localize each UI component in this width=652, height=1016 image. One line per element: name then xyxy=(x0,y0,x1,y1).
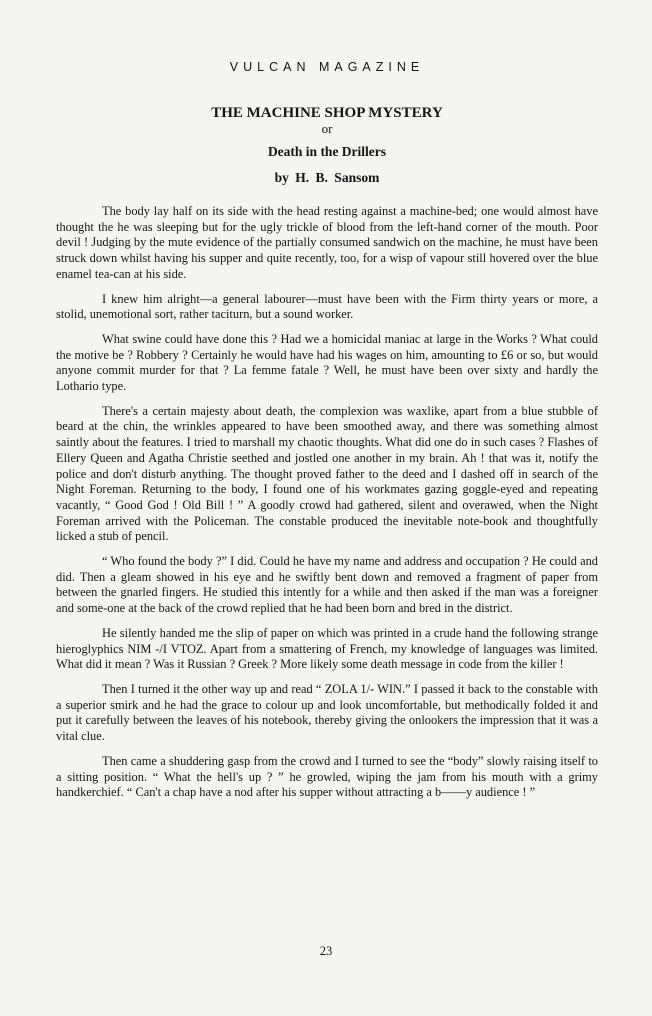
paragraph-5: “ Who found the body ?” I did. Could he have my name and address and occupation ? He could and did. Then a gleam showed in his eye and he swiftly bent down and removed a fragment of paper from between the gnarled fingers. He studied this intently for a while and then asked if the man was a foreigner and some-one at the back of the crowd replied that he had been born and bred in the district. xyxy=(56,554,598,616)
paragraph-2: I knew him alright—a general labourer—must have been with the Firm thirty years or more, a stolid, unemotional sort, rather taciturn, but a sound worker. xyxy=(56,291,598,322)
article-page xyxy=(56,60,598,810)
paragraph-7: Then I turned it the other way up and read “ ZOLA 1/- WIN.” I passed it back to the constable with a superior smirk and he had the grace to colour up and look uncomfortable, but methodically folded it and put it carefully between the leaves of his notebook, thereby giving the onlookers the impression that it was a vital clue. xyxy=(56,681,598,744)
article-title: THE MACHINE SHOP MYSTERY xyxy=(211,105,443,121)
paragraph-3: What swine could have done this ? Had we a homicidal maniac at large in the Works ? What could the motive be ? Robbery ? Certainly he would have had his wages on him, amounting to £6 or so, but would anyone commit murder for that ? La femme fatale ? Well, he must have been over sixty and hardly the Lothario type. xyxy=(56,331,598,394)
paragraph-6: He silently handed me the slip of paper on which was printed in a crude hand the following strange hieroglyphics NIM -/I VTOZ. Apart from a smattering of French, my knowledge of languages was limited. What did it mean ? Was it Russian ? Greek ? More likely some death message in code from the killer ! xyxy=(56,625,598,672)
article-byline: by H. B. Sansom xyxy=(274,170,380,185)
title-conjunction: or xyxy=(321,121,333,136)
article-subtitle: Death in the Drillers xyxy=(267,144,387,159)
magazine-header: VULCAN MAGAZINE xyxy=(229,60,425,74)
paragraph-1: The body lay half on its side with the head resting against a machine-bed; one would almost have thought the he was sleeping but for the ugly trickle of blood from the left-hand corner of the mouth. Poor devil ! Judging by the mute evidence of the partially consumed sandwich on the machine, he must have been struck down whilst having his supper and quite recently, too, for a wisp of vapour still hovered over the blue enamel tea-can at his side. xyxy=(56,204,598,281)
page-number: 23 xyxy=(319,944,333,958)
paragraph-4: There's a certain majesty about death, the complexion was waxlike, apart from a blue stubble of beard at the chin, the wrinkles appeared to have been smoothed away, and there was something almost saintly about the features. I tried to marshall my chaotic thoughts. What did one do in such cases ? Flashes of Ellery Queen and Agatha Christie seethed and jostled one another in my brain. Ah ! that was it, notify the police and don't disturb anything. The thought proved father to the deed and I dashed off in search of the Night Foreman. Returning to the body, I found one of his workmates gazing goggle-eyed and repeating vacantly, “ Good God ! Old Bill ! ” A goodly crowd had gathered, silent and overawed, when the Night Foreman arrived with the Policeman. The constable produced the inevitable note-book and thoughtfully licked a stub of pencil. xyxy=(56,403,598,544)
paragraph-8: Then came a shuddering gasp from the crowd and I turned to see the “body” slowly raising itself to a sitting position. “ What the hell's up ? ” he growled, wiping the jam from his mouth with a grimy handkerchief. “ Can't a chap have a nod after his supper without attracting a b——y audience ! ” xyxy=(56,753,598,800)
